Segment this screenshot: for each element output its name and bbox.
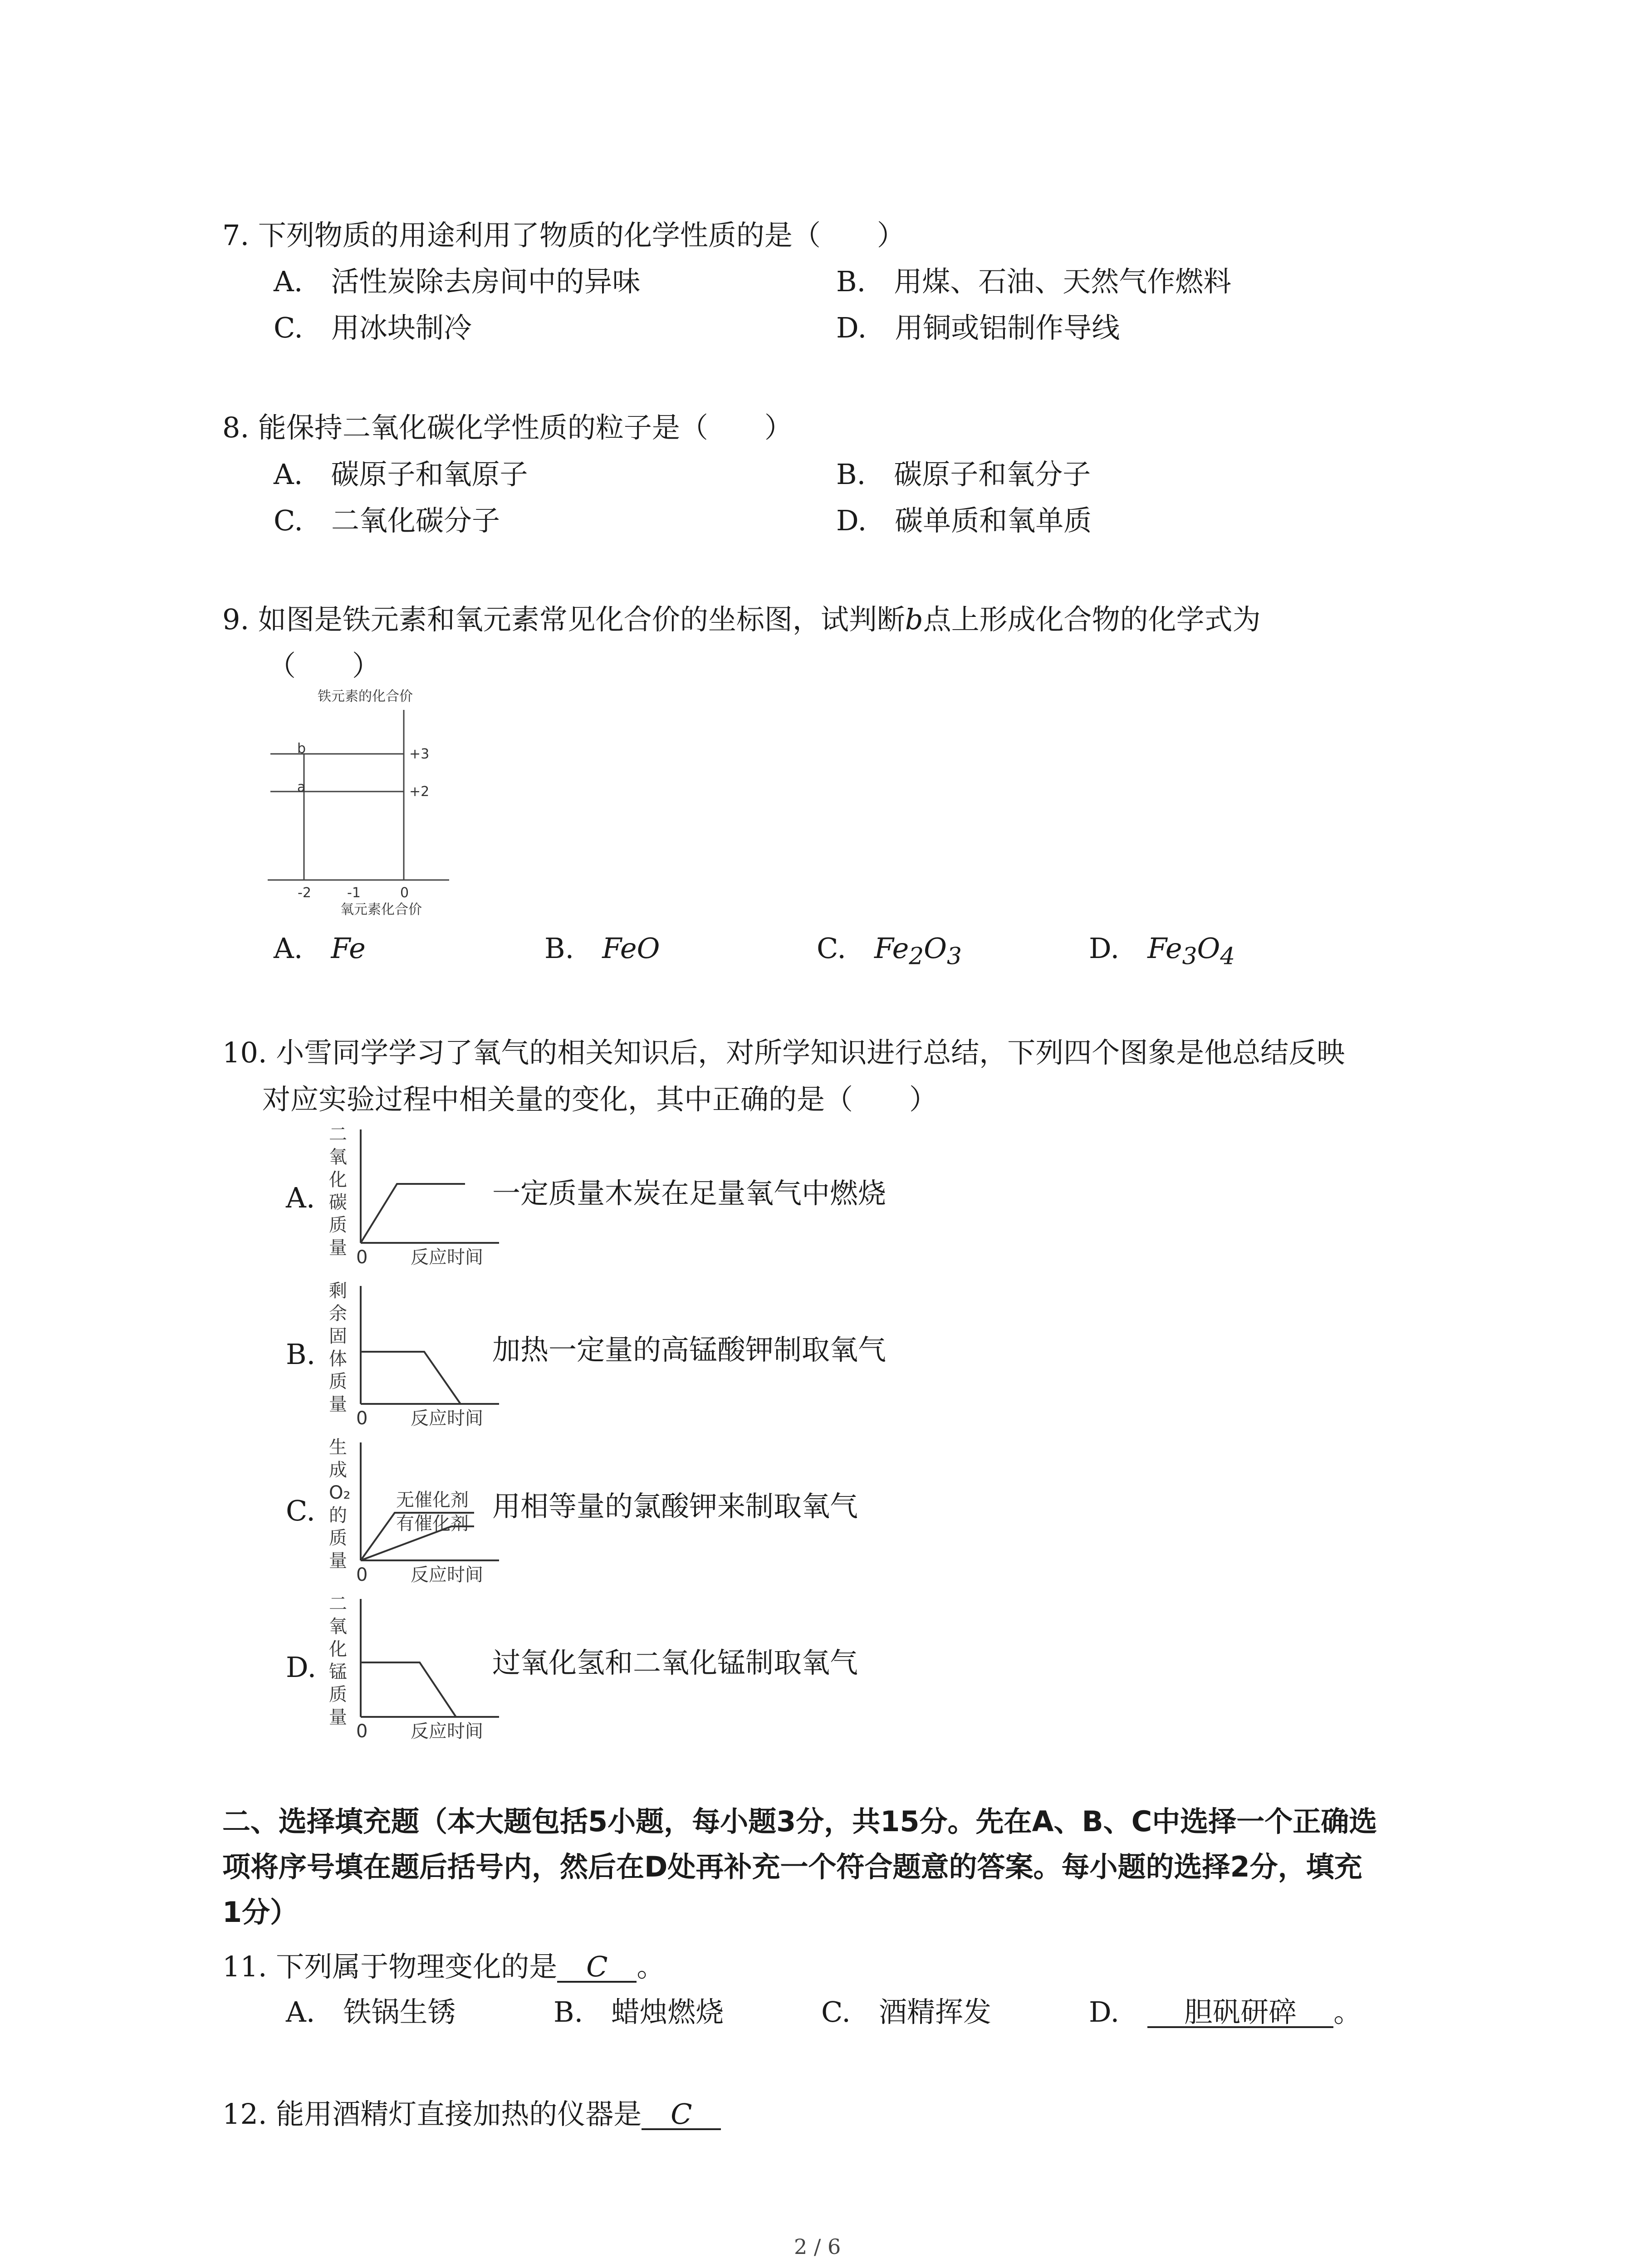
q10-option-a-letter: A. — [286, 1181, 315, 1214]
q10-option-c-text: 用相等量的氯酸钾来制取氧气 — [492, 1490, 858, 1523]
q10-b-xlabel: 反应时间 — [411, 1408, 483, 1429]
q11-option-c: C. 酒精挥发 — [821, 1995, 991, 2028]
q10-b-ylabel-3: 固 — [329, 1326, 347, 1347]
q10-c-ylabel-1: 生 — [329, 1437, 347, 1458]
q9-stem: 9. 如图是铁元素和氧元素常见化合价的坐标图，试判断b点上形成化合物的化学式为 — [222, 603, 1261, 636]
q10-a-ylabel-6: 量 — [329, 1237, 347, 1258]
q11-stem: 11. 下列属于物理变化的是 C 。 — [222, 1950, 665, 1983]
q7-option-d: D. 用铜或铝制作导线 — [836, 311, 1120, 344]
q11-d-answer: 胆矾研碎 — [1147, 1998, 1333, 2028]
q11-option-a: A. 铁锅生锈 — [286, 1995, 456, 2028]
q11-option-d: D. 胆矾研碎 。 — [1089, 1995, 1362, 2028]
q10-c-curve-no-catalyst: 无催化剂 — [396, 1490, 469, 1510]
q11-option-b: B. 蜡烛燃烧 — [554, 1995, 724, 2028]
q10-graph-b — [329, 1277, 501, 1436]
q10-c-origin: 0 — [356, 1564, 368, 1585]
q11-answer-blank: C — [557, 1953, 637, 1983]
q10-a-ylabel-5: 质 — [329, 1215, 347, 1236]
q9-point-a: a — [297, 779, 306, 795]
q9-option-b: B. FeO — [544, 932, 660, 965]
q10-stem-line1: 10. 小雪同学学习了氧气的相关知识后，对所学知识进行总结，下列四个图象是他总结反映 — [222, 1036, 1345, 1069]
q9-stem-bracket: （ ） — [268, 649, 381, 682]
q9-y-axis-title: 铁元素的化合价 — [318, 689, 413, 704]
q10-d-ylabel-2: 氧 — [329, 1616, 347, 1637]
q7-option-b: B. 用煤、石油、天然气作燃料 — [836, 265, 1232, 298]
q10-d-ylabel-6: 量 — [329, 1707, 347, 1728]
q10-b-origin: 0 — [356, 1408, 368, 1429]
q10-b-ylabel-4: 体 — [329, 1349, 347, 1369]
q10-d-origin: 0 — [356, 1721, 368, 1742]
q9-option-a: A. Fe — [274, 932, 366, 965]
q9-option-c: C. $Fe_2O_3$ — [817, 932, 962, 970]
q10-c-ylabel-6: 量 — [329, 1550, 347, 1571]
q9-value-plus2: +2 — [409, 784, 430, 800]
q10-a-ylabel-1: 二 — [329, 1124, 347, 1145]
q10-a-ylabel-3: 化 — [329, 1169, 347, 1190]
q10-graph-a — [329, 1120, 501, 1279]
q10-option-b-text: 加热一定量的高锰酸钾制取氧气 — [492, 1333, 887, 1366]
q8-option-a: A. 碳原子和氧原子 — [274, 458, 528, 491]
q10-graph-c — [329, 1433, 501, 1592]
section2-heading-line3: 1分） — [222, 1896, 299, 1929]
q8-option-c: C. 二氧化碳分子 — [274, 504, 500, 537]
q10-c-curve-catalyst: 有催化剂 — [396, 1513, 469, 1534]
q12-stem: 12. 能用酒精灯直接加热的仪器是 C — [222, 2100, 721, 2130]
page-number: 2 / 6 — [794, 2234, 841, 2259]
q10-c-ylabel-5: 质 — [329, 1528, 347, 1549]
q10-b-ylabel-1: 剩 — [329, 1281, 347, 1301]
q10-graph-d — [329, 1590, 501, 1749]
q10-c-xlabel: 反应时间 — [411, 1564, 483, 1585]
q8-option-d: D. 碳单质和氧单质 — [836, 504, 1092, 537]
q10-option-a-text: 一定质量木炭在足量氧气中燃烧 — [492, 1177, 887, 1210]
q10-b-ylabel-5: 质 — [329, 1371, 347, 1392]
q9-x-axis-title: 氧元素化合价 — [340, 902, 422, 918]
q7-option-a: A. 活性炭除去房间中的异味 — [274, 265, 641, 298]
q9-x-tick-neg1: -1 — [347, 885, 361, 901]
q7-stem: 7. 下列物质的用途利用了物质的化学性质的是（ ） — [222, 219, 905, 252]
q10-b-ylabel-6: 量 — [329, 1394, 347, 1415]
q10-b-ylabel-2: 余 — [329, 1303, 347, 1324]
q9-x-tick-0: 0 — [400, 885, 409, 901]
q10-stem-line2: 对应实验过程中相关量的变化，其中正确的是（ ） — [262, 1083, 938, 1116]
q9-option-d: D. $Fe_3O_4$ — [1089, 932, 1235, 970]
q9-value-plus3: +3 — [409, 746, 430, 762]
q10-d-ylabel-5: 质 — [329, 1684, 347, 1705]
q10-d-xlabel: 反应时间 — [411, 1721, 483, 1742]
section2-heading-line2: 项将序号填在题后括号内，然后在D处再补充一个符合题意的答案。每小题的选择2分，填充 — [222, 1850, 1362, 1883]
q12-answer-blank: C — [642, 2100, 721, 2130]
q10-option-d-letter: D. — [286, 1651, 317, 1684]
q9-x-tick-neg2: -2 — [298, 885, 311, 901]
q10-d-ylabel-3: 化 — [329, 1639, 347, 1660]
q9-valence-figure — [254, 680, 463, 925]
q10-a-ylabel-4: 碳 — [329, 1192, 347, 1213]
q10-option-b-letter: B. — [286, 1338, 316, 1371]
q10-c-ylabel-2: 成 — [329, 1460, 347, 1481]
q8-option-b: B. 碳原子和氧分子 — [836, 458, 1091, 491]
section2-heading-line1: 二、选择填充题（本大题包括5小题，每小题3分，共15分。先在A、B、C中选择一个正确选 — [222, 1805, 1377, 1838]
q8-stem: 8. 能保持二氧化碳化学性质的粒子是（ ） — [222, 411, 793, 444]
q10-a-ylabel-2: 氧 — [329, 1147, 347, 1168]
q10-a-xlabel: 反应时间 — [411, 1247, 483, 1268]
q10-option-c-letter: C. — [286, 1494, 315, 1527]
q10-a-origin: 0 — [356, 1247, 368, 1268]
q9-point-b: b — [297, 741, 306, 757]
q10-option-d-text: 过氧化氢和二氧化锰制取氧气 — [492, 1646, 858, 1679]
q10-d-ylabel-1: 二 — [329, 1593, 347, 1614]
q7-option-c: C. 用冰块制冷 — [274, 311, 472, 344]
q10-d-ylabel-4: 锰 — [329, 1662, 347, 1682]
q10-c-ylabel-4: 的 — [329, 1505, 347, 1526]
q10-c-ylabel-3: O₂ — [329, 1482, 351, 1503]
